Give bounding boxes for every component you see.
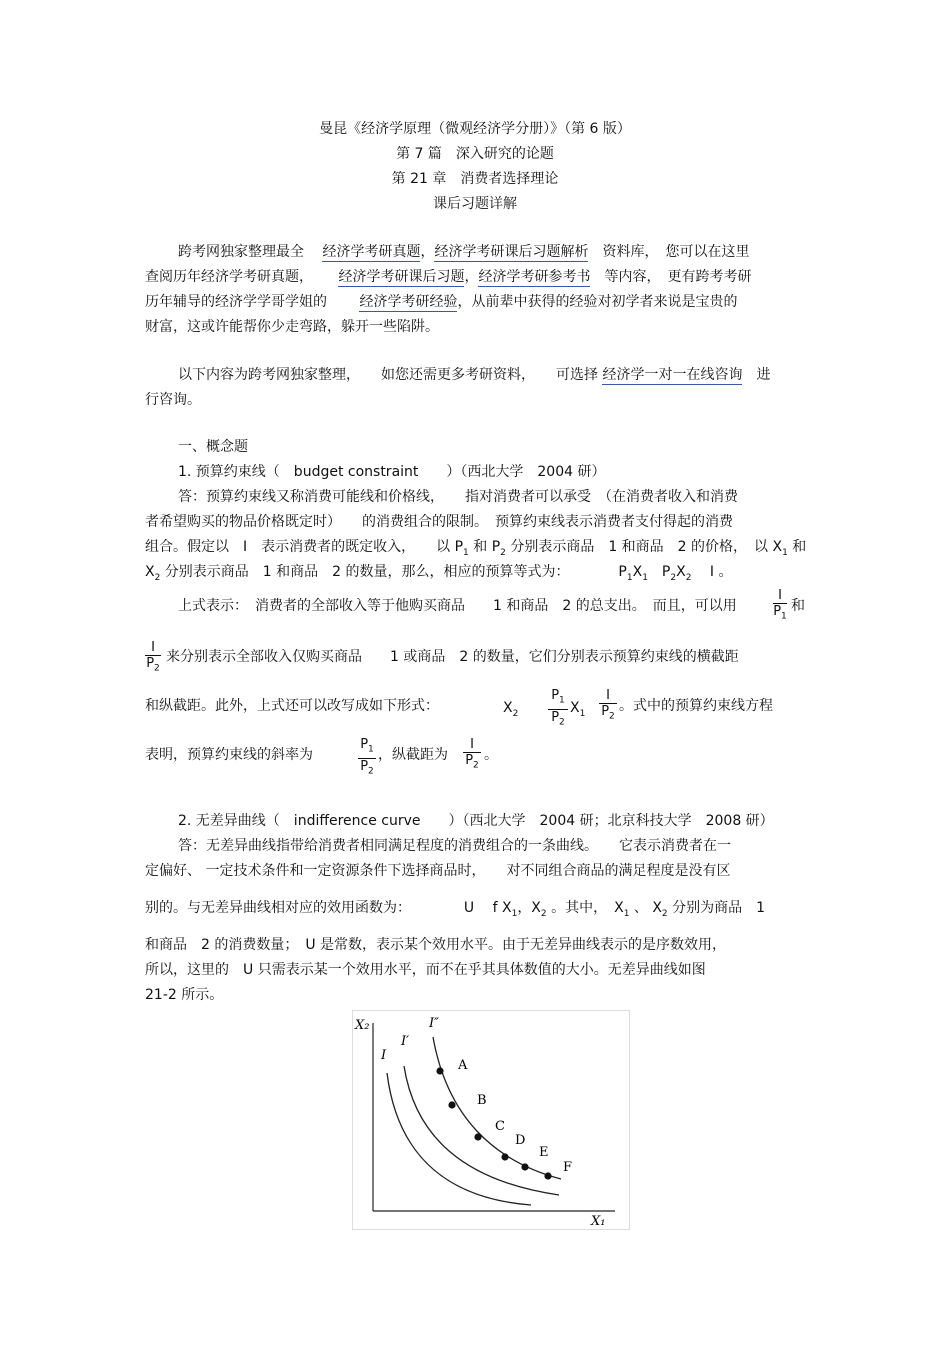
q2-line-3: 别的。与无差异曲线相对应的效用函数为： U f $X_1$，$X_2$ 。其中， $X_1$ 、 $X_2$ 分别为商品 1: [145, 900, 766, 919]
q1-title: 1. 预算约束线（ budget constraint ）（西北大学 2004 研）: [178, 464, 606, 480]
point-label-d: D: [515, 1133, 526, 1148]
link-kehou-jiexi[interactable]: 经济学考研课后习题解析: [434, 244, 589, 260]
curve-label-i-double-prime: I″: [429, 1016, 439, 1031]
point-e: [521, 1163, 528, 1170]
link-cankaoshu[interactable]: 经济学考研参考书: [478, 269, 591, 285]
intro-line-3: 历年辅导的经济学学哥学姐的 经济学考研经验，从前辈中获得的经验对初学者来说是宝贵的: [145, 294, 738, 310]
point-c: [474, 1133, 481, 1140]
point-label-c: C: [495, 1119, 505, 1134]
q1-line-3: 组合。假定以 I 表示消费者的既定收入， 以 $P_1$ 和 $P_2$ 分别表示商品 1 和商品 2 的价格， 以 $X_1$ 和: [145, 539, 807, 558]
q2-line-1: 答：无差异曲线指带给消费者相同满足程度的消费组合的一条曲线。 它表示消费者在一: [178, 838, 731, 854]
curve-label-i: I: [381, 1048, 387, 1063]
link-kehou-xiti[interactable]: 经济学考研课后习题: [338, 269, 465, 285]
q1-line-5: 上式表示： 消费者的全部收入等于他购买商品 1 和商品 2 的总支出。 而且，可以用: [178, 598, 737, 614]
point-a: [436, 1067, 443, 1074]
q2-line-5: 所以，这里的 U 只需表示某一个效用水平，而不在乎其具体数值的大小。无差异曲线如图: [145, 962, 706, 978]
point-label-b: B: [477, 1093, 487, 1108]
fraction-i-over-p2: $\frac{I}{P_2}$: [146, 640, 160, 674]
x-axis-label: X₁: [591, 1214, 606, 1229]
fraction-i-over-p2-b: $\frac{I}{P_2}$: [599, 688, 617, 725]
q2-line-4: 和商品 2 的消费数量； U 是常数，表示某个效用水平。由于无差异曲线表示的是序数效用，: [145, 937, 727, 953]
q2-title: 2. 无差异曲线（ indifference curve ）（西北大学 2004 研；北京科技大学 2008 研）: [178, 813, 774, 829]
fraction-slope: $\frac{P_1}{P_2}$: [358, 737, 376, 779]
utility-function: U f $X_1$，$X_2$: [463, 900, 547, 919]
q1-line-4: $X_2$ 分别表示商品 1 和商品 2 的数量，那么，相应的预算等式为： $P_1X_1$ $P_2X_2$ I 。: [145, 564, 733, 583]
intro-line-4: 财富，这或许能帮你少走弯路，躲开一些陷阱。: [145, 319, 439, 335]
intro-line-5: 以下内容为跨考网独家整理， 如您还需更多考研资料， 可选择 经济学一对一在线咨询 进: [178, 367, 771, 383]
point-f: [544, 1172, 551, 1179]
book-title: 曼昆《经济学原理（微观经济学分册）》（第 6 版）: [319, 121, 631, 137]
intro-line-6: 行咨询。: [145, 392, 201, 408]
intro-line-1: 跨考网独家整理最全 经济学考研真题，经济学考研课后习题解析 资料库， 您可以在这里: [178, 244, 750, 260]
q1-line-2: 者希望购买的物品价格既定时） 的消费组合的限制。 预算约束线表示消费者支付得起的消费: [145, 514, 733, 530]
q2-line-2: 定偏好、 一定技术条件和一定资源条件下选择商品时， 对不同组合商品的满足程度是没有区: [145, 863, 731, 879]
y-axis-label: X₂: [355, 1018, 370, 1033]
subtitle: 课后习题详解: [433, 196, 517, 212]
link-kaoyan-zhenti[interactable]: 经济学考研真题: [322, 244, 421, 260]
point-d: [501, 1153, 508, 1160]
section-heading: 一、概念题: [178, 439, 248, 455]
q1-line-8: 表明，预算约束线的斜率为: [145, 747, 313, 763]
intro-line-2: 查阅历年经济学考研真题， 经济学考研课后习题，经济学考研参考书 等内容， 更有跨考考研: [145, 269, 752, 285]
q1-line-1: 答：预算约束线又称消费可能线和价格线， 指对消费者可以承受 （在消费者收入和消费: [178, 489, 738, 505]
fraction-p1-over-p2: $\frac{P_1}{P_2}$: [548, 688, 568, 730]
point-label-f: F: [563, 1160, 573, 1175]
point-b: [448, 1101, 455, 1108]
fraction-intercept: $\frac{I}{P_2}$: [463, 737, 481, 774]
link-zixun[interactable]: 经济学一对一在线咨询: [602, 367, 743, 383]
curve-i: [387, 1073, 531, 1205]
budget-equation: $P_1X_1$ $P_2X_2$ I 。: [618, 564, 733, 583]
q1-line-7: 和纵截距。此外，上式还可以改写成如下形式：: [145, 698, 439, 714]
indifference-curve-figure: [352, 1010, 630, 1230]
point-label-e: E: [539, 1145, 549, 1160]
part-title: 第 7 篇 深入研究的论题: [396, 146, 554, 162]
q2-line-6: 21-2 所示。: [145, 987, 224, 1003]
curve-i-prime: [404, 1066, 559, 1195]
link-jingyan[interactable]: 经济学考研经验: [359, 294, 458, 310]
chapter-title: 第 21 章 消费者选择理论: [391, 171, 559, 187]
curve-label-i-prime: I′: [401, 1034, 410, 1049]
fraction-i-over-p1: $\frac{I}{P_1}$: [773, 588, 787, 622]
point-label-a: A: [458, 1058, 468, 1073]
q1-line-6: 来分别表示全部收入仅购买商品 1 或商品 2 的数量，它们分别表示预算约束线的横截距: [166, 649, 739, 665]
